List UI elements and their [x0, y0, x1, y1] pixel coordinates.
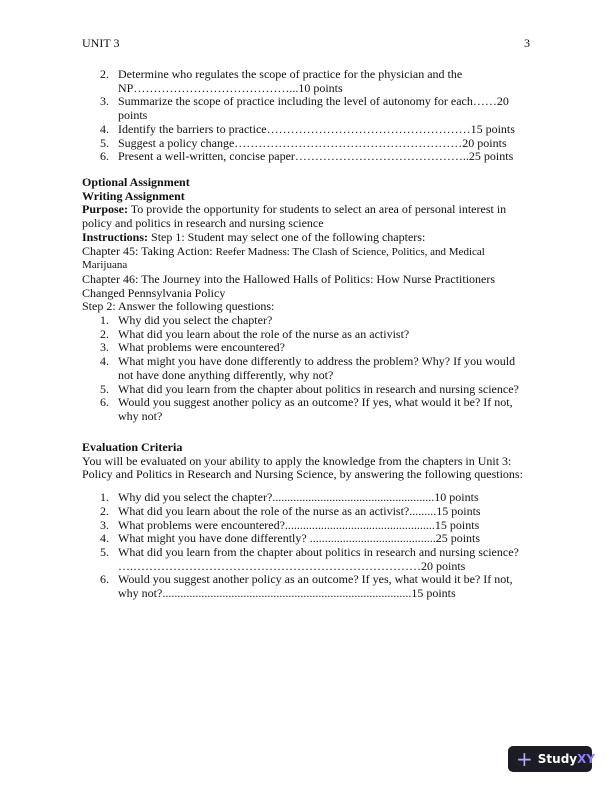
list-item-text: NP…………………………………...10 points: [118, 80, 343, 95]
list-item-text: ….………………………………………………………………20 points: [118, 558, 466, 573]
rubric-item: [82, 123, 552, 137]
list-number: 1.: [100, 490, 109, 505]
list-item-text: Suggest a policy change…………………………………………………20 points: [118, 135, 507, 150]
list-number: 2.: [100, 326, 109, 341]
list-number: 4.: [100, 354, 109, 369]
list-number: 3.: [100, 517, 109, 532]
list-number: 6.: [100, 149, 109, 164]
chapter-46-title-cont: Changed Pennsylvania Policy: [82, 285, 226, 300]
purpose-text: To provide the opportunity for students to select an area of personal interest in: [128, 202, 507, 217]
page-number: 3: [524, 36, 530, 50]
list-item-text: Identify the barriers to practice……………………………………………15 points: [118, 121, 515, 136]
list-item-text: Why did you select the chapter?: [118, 313, 273, 328]
rubric-list: [82, 68, 552, 164]
chapter-45-title-cont: Marijuana: [82, 259, 128, 272]
studyxy-watermark[interactable]: [508, 746, 596, 772]
evaluation-item: [82, 573, 552, 600]
instructions-label: Instructions:: [82, 229, 149, 244]
list-number: 6.: [100, 395, 109, 410]
plus-icon: +: [516, 747, 533, 771]
list-item-text: why not?: [118, 408, 163, 423]
list-item-text: What did you learn about the role of the nurse as an activist?: [118, 326, 410, 341]
list-item-text: Why did you select the chapter?......................................................10 points: [118, 490, 479, 505]
list-number: 4.: [100, 121, 109, 136]
rubric-item: [82, 95, 552, 122]
instructions-text: Step 1: Student may select one of the following chapters:: [148, 229, 426, 244]
evaluation-intro-cont: Policy and Politics in Research and Nursing Science, by answering the following questions:: [82, 467, 523, 482]
chapter-45-title: Reefer Madness: The Clash of Science, Politics, and Medical: [215, 245, 485, 258]
list-item-text: not have done anything differently, why not?: [118, 367, 334, 382]
list-item-text: What did you learn about the role of the nurse as an activist?.........15 points: [118, 503, 481, 518]
list-number: 1.: [100, 313, 109, 328]
rubric-item: [82, 137, 552, 151]
question-list: [82, 314, 552, 424]
list-item-text: why not?...................................................................................15 points: [118, 586, 456, 601]
question-item: [82, 341, 552, 355]
evaluation-intro: You will be evaluated on your ability to apply the knowledge from the chapters in Unit 3:: [82, 453, 512, 468]
optional-assignment-section: [82, 176, 552, 424]
question-item: [82, 383, 552, 397]
list-item-text: What did you learn from the chapter about politics in research and nursing science?: [118, 381, 519, 396]
evaluation-item: [82, 505, 552, 519]
list-item-text: What did you learn from the chapter about politics in research and nursing science?: [118, 544, 519, 559]
list-item-text: Would you suggest another policy as an outcome? If yes, what would it be? If not,: [118, 572, 513, 587]
list-number: 3.: [100, 94, 109, 109]
running-header: UNIT 3: [82, 36, 120, 50]
question-item: [82, 328, 552, 342]
brand-prefix: Study: [537, 752, 578, 766]
purpose-label: Purpose:: [82, 202, 128, 217]
list-item-text: Present a well-written, concise paper……………………………………..25 points: [118, 149, 514, 164]
list-number: 5.: [100, 381, 109, 396]
evaluation-heading: Evaluation Criteria: [82, 440, 183, 454]
evaluation-item: [82, 532, 552, 546]
question-item: [82, 396, 552, 423]
list-item-text: What might you have done differently to address the problem? Why? If you would: [118, 354, 516, 369]
list-item-text: What might you have done differently? ..........................................25 points: [118, 531, 481, 546]
rubric-item: [82, 68, 552, 95]
question-item: [82, 355, 552, 382]
purpose-text-cont: policy and politics in research and nursing science: [82, 216, 324, 231]
evaluation-item: [82, 491, 552, 505]
list-item-text: Would you suggest another policy as an outcome? If yes, what would it be? If not,: [118, 395, 513, 410]
list-number: 4.: [100, 531, 109, 546]
chapter-45-prefix: Chapter 45: Taking Action:: [82, 243, 216, 258]
evaluation-section: [82, 441, 552, 601]
list-item-text: What problems were encountered?..................................................15 points: [118, 517, 480, 532]
list-number: 2.: [100, 503, 109, 518]
evaluation-item: [82, 546, 552, 573]
writing-assignment-heading: Writing Assignment: [82, 188, 185, 203]
rubric-item: [82, 150, 552, 164]
list-number: 6.: [100, 572, 109, 587]
optional-assignment-heading: Optional Assignment: [82, 175, 190, 189]
list-number: 2.: [100, 67, 109, 81]
step-2-text: Step 2: Answer the following questions:: [82, 299, 275, 314]
list-number: 3.: [100, 340, 109, 355]
chapter-46-title: Chapter 46: The Journey into the Hallowed Halls of Politics: How Nurse Practitioners: [82, 271, 496, 286]
list-item-text: points: [118, 108, 148, 123]
brand-suffix: XY: [577, 752, 596, 766]
list-item-text: Determine who regulates the scope of practice for the physician and the: [118, 67, 463, 81]
list-item-text: What problems were encountered?: [118, 340, 285, 355]
question-item: [82, 314, 552, 328]
evaluation-criteria-list: [82, 491, 552, 601]
list-item-text: Summarize the scope of practice including the level of autonomy for each……20: [118, 94, 509, 109]
evaluation-item: [82, 519, 552, 533]
list-number: 5.: [100, 544, 109, 559]
list-number: 5.: [100, 135, 109, 150]
